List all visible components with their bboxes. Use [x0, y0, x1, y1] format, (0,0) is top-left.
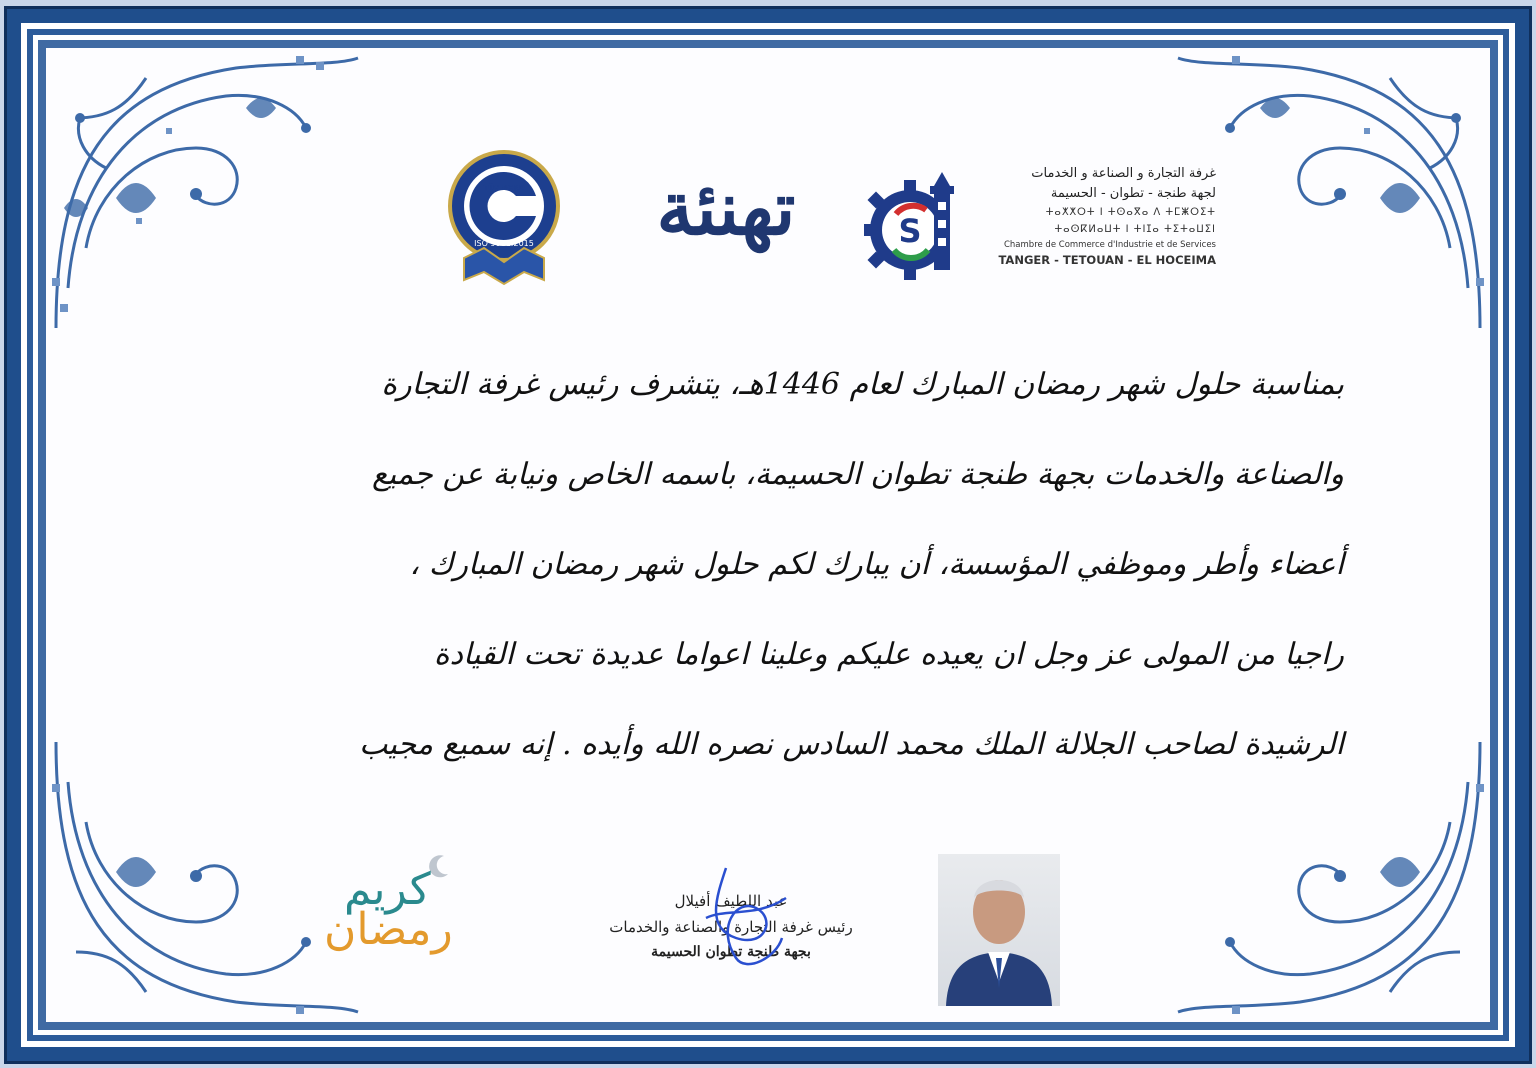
- corner-ornament-icon: [1170, 48, 1490, 338]
- chamber-name-block: [966, 164, 1216, 268]
- ramadan-kareem-word2: رمضان: [324, 904, 453, 955]
- frame-band-blue: [27, 29, 1509, 1041]
- ramadan-kareem-logo: [304, 844, 524, 964]
- frame-band-white-inner: [33, 35, 1503, 1035]
- signatory-title: رئيس غرفة التجارة والصناعة والخدمات: [609, 918, 853, 936]
- handwritten-signature: [686, 858, 796, 978]
- certificate-paper: [46, 48, 1490, 1022]
- frame-band-blue-inner: [38, 40, 1498, 1030]
- portrait-photo-icon: [938, 854, 1060, 1006]
- message-line: راجيا من المولى عز وجل ان يعيده عليكم وعلينا اعواما عديدة تحت القيادة: [433, 637, 1344, 672]
- chamber-name-tifinagh-line2: ⵜⴰⵙⴽⵍⴰⵡⵜ ⵏ ⵜⵏⵊⴰ ⵜⵉⵜⴰⵡⵉⵏ: [1054, 224, 1216, 235]
- chamber-name-ar-line2: لجهة طنجة - تطوان - الحسيمة: [1050, 186, 1216, 201]
- signature-block: [566, 888, 896, 964]
- certificate-frame: [4, 6, 1532, 1064]
- iso-standard-label: ISO 9001:2015: [474, 239, 534, 248]
- greeting-title: [606, 144, 846, 294]
- chamber-name-tifinagh-line1: ⵜⴰⵅⵅⵔⵜ ⵏ ⵜⵙⴰⴳⴰ ⴷ ⵜⵎⵥⵔⵉⵜ: [1045, 207, 1216, 218]
- chamber-name-fr: Chambre de Commerce d'Industrie et de Services: [1003, 240, 1216, 250]
- message-line: أعضاء وأطر وموظفي المؤسسة، أن يبارك لكم حلول شهر رمضان المبارك ،: [409, 547, 1344, 582]
- ramadan-kareem-word1: كريم: [344, 864, 431, 915]
- iso-certification-badge: [444, 148, 564, 288]
- chamber-gear-lighthouse-icon: [864, 158, 964, 288]
- iso-brand-label: TÜV NORD: [483, 184, 525, 192]
- signatory-name: عبد اللطيف أفيلال: [674, 892, 788, 910]
- message-line: والصناعة والخدمات بجهة طنجة تطوان الحسيمة، باسمه الخاص ونيابة عن جميع: [371, 457, 1344, 492]
- chamber-name-ar-line1: غرفة التجارة و الصناعة و الخدمات: [1031, 166, 1216, 181]
- chamber-cities: TANGER - TETOUAN - EL HOCEIMA: [998, 253, 1216, 267]
- chamber-logo: [864, 158, 964, 288]
- iso-badge-icon: [444, 148, 564, 288]
- message-line: الرشيدة لصاحب الجلالة الملك محمد السادس نصره الله وأيده . إنه سميع مجيب: [359, 727, 1344, 762]
- message-line: بمناسبة حلول شهر رمضان المبارك لعام 1446هـ، يتشرف رئيس غرفة التجارة: [381, 367, 1344, 402]
- portrait-photo: [938, 854, 1060, 1006]
- svg-text:S: S: [898, 212, 922, 250]
- greeting-title-text: تهنئة: [656, 166, 796, 252]
- corner-ornament-icon: [46, 48, 366, 338]
- greeting-message: [232, 340, 1344, 790]
- frame-band-white: [21, 23, 1515, 1047]
- signatory-region: بجهة طنجة تطوان الحسيمة: [651, 944, 811, 960]
